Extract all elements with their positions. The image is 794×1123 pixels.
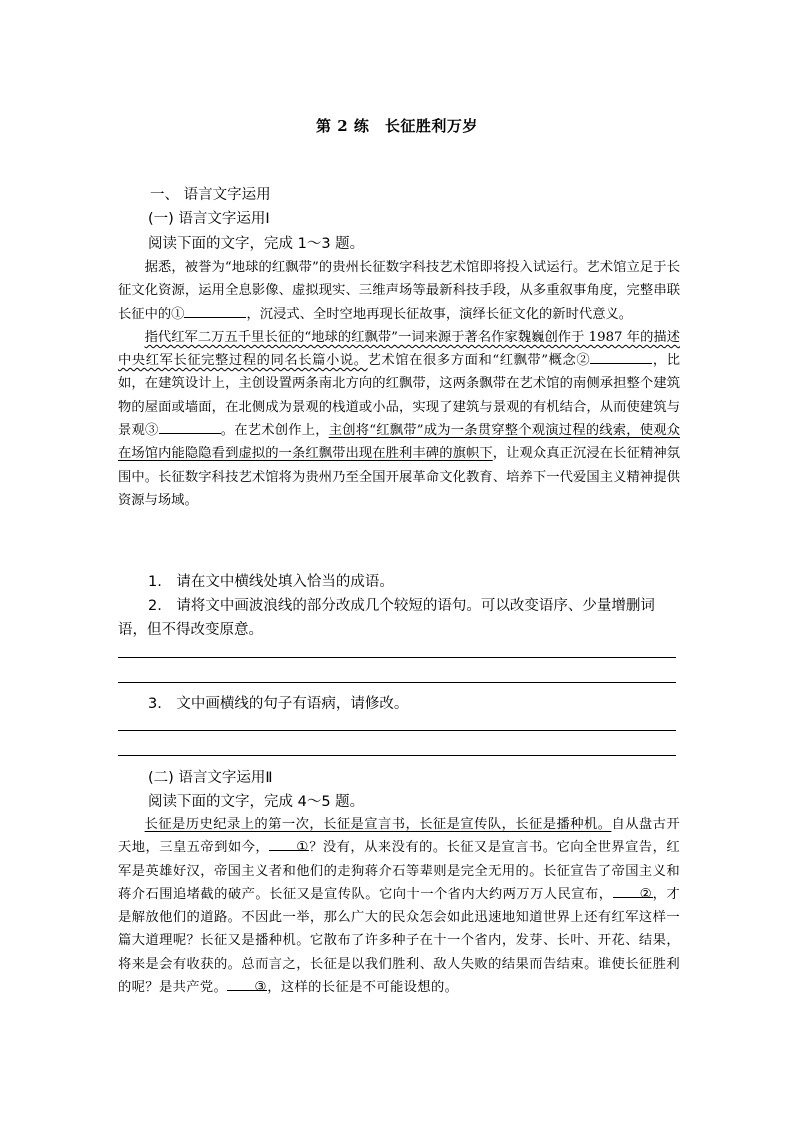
answer-blank-1[interactable] (184, 303, 246, 318)
passage-text: ，比如，在建筑设计上，主创设置两条南北方向的红飘带，这两条飘带在艺术馆的南侧承担整个建筑物的屋面或墙面，在北侧成为景观的栈道或小品，实现了建筑与景观的有机结合，从而使建筑与景观③ (118, 353, 680, 439)
wavy-underlined-text: 指代红军二万五千里长征的“地球的红飘带”一词来源于著名作家魏巍创作于 1987 年的描述中央红军长征完整过程的同名长篇小说。 (118, 329, 680, 369)
underlined-sentence: 长征是历史纪录上的第一次，长征是宣言书，长征是宣传队，长征是播种机。 (144, 817, 612, 832)
passage-text: ，沉浸式、全时空地再现长征故事，演绎长征文化的新时代意义。 (246, 306, 633, 322)
passage-text: ，才是解放他们的道路。不因此一举，那么广大的民众怎会如此迅速地知道世界上还有红军这样一篇大道理呢？长征又是播种机。它散布了许多种子在十一个省内，发芽、长叶、开花、结果，将来是会有收获的。总而言之，长征是以我们胜利、敌人失败的结果而告结束。谁使长征胜利的呢？是共产党。 (118, 886, 680, 996)
instruction-1: 阅读下面的文字，完成 1～3 题。 (148, 236, 365, 252)
answer-line[interactable] (118, 657, 676, 658)
passage-text: ，这样的长征是不可能设想的。 (267, 980, 459, 996)
question-1: 1. 请在文中横线处填入恰当的成语。 (148, 574, 394, 590)
reading-passage-2 (118, 813, 680, 999)
answer-blank-5[interactable]: ② (613, 883, 653, 898)
answer-line[interactable] (118, 755, 676, 756)
underlined-sentence: 主创将“红飘带”成为一条贯穿整个观演过程的线索，使观众在场馆内能隐隐看到虚拟的一条红飘带出现在胜利丰碑的旗帜下 (118, 423, 680, 462)
subsection-heading-1: (一) 语言文字运用Ⅰ (148, 211, 270, 227)
instruction-2: 阅读下面的文字，完成 4～5 题。 (148, 794, 365, 810)
passage-text: 据悉，被誉为“地球的红飘带”的贵州长征数字科技艺术馆即将投入试运行。艺术馆立足于长征文化资源，运用全息影像、虚拟现实、三维声场等最新科技手段，从多重叙事角度，完整串联长征中的① (118, 260, 680, 322)
question-3: 3. 文中画横线的句子有语病，请修改。 (148, 696, 409, 712)
passage-1-paragraph-2 (118, 326, 680, 512)
subsection-heading-2: (二) 语言文字运用Ⅱ (148, 770, 273, 786)
passage-text: ，让观众真正沉浸在长征精神氛围中。长征数字科技艺术馆将为贵州乃至全国开展革命文化教育、培养下一代爱国主义精神提供资源与场域。 (118, 446, 681, 508)
section-heading: 一、 语言文字运用 (150, 187, 271, 203)
answer-blank-2[interactable] (590, 349, 652, 364)
passage-text: ？没有，从来没有的。长征又是宣言书。它向全世界宣告，红军是英雄好汉，帝国主义者和他们的走狗蒋介石等辈则是完全无用的。长征宣告了帝国主义和蒋介石围追堵截的破产。长征又是宣传队。它向十一个省内大约两万万人民宣布， (118, 840, 680, 902)
passage-1-paragraph-1 (118, 256, 680, 326)
passage-text: 。在艺术创作上， (220, 423, 329, 439)
reading-passage-1 (118, 256, 680, 512)
answer-blank-4[interactable]: ① (269, 836, 309, 851)
passage-2-paragraph (118, 813, 680, 999)
passage-text: 艺术馆在很多方面和“红飘带”概念② (367, 353, 591, 369)
passage-text: 自从盘古开天地，三皇五帝到如今， (118, 817, 681, 856)
question-2: 2. 请将文中画波浪线的部分改成几个较短的语句。可以改变语序、少量增删词语，但不得改变原意。 (118, 598, 655, 638)
page-title: 第 2 练 长征胜利万岁 (316, 117, 478, 135)
answer-line[interactable] (118, 730, 676, 731)
answer-blank-6[interactable]: ③ (227, 976, 267, 991)
answer-blank-3[interactable] (159, 419, 221, 434)
answer-line[interactable] (118, 682, 676, 683)
